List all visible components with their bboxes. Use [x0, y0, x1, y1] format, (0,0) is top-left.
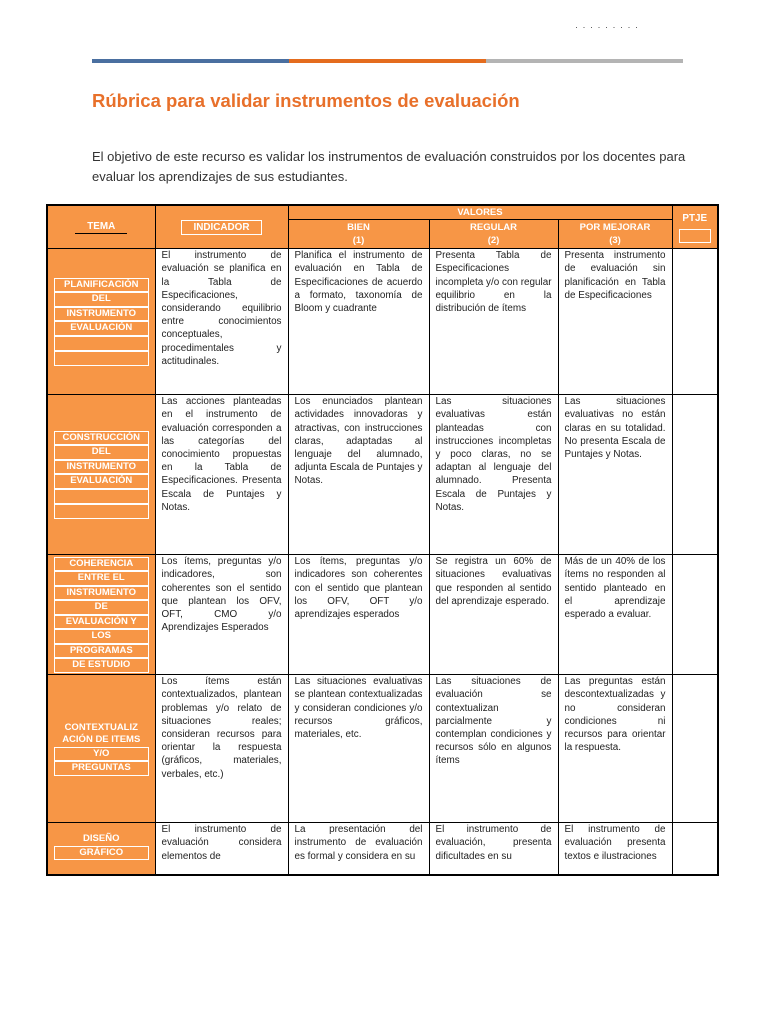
ptje-cell: [672, 249, 718, 395]
bien-cell: Los enunciados plantean actividades innovadoras y atractivas, con instrucciones claras, adaptadas al lenguaje del alumnado, adjunta Escala de Puntajes y Notas.: [288, 395, 429, 555]
table-row: [47, 675, 718, 823]
table-row: [47, 395, 718, 555]
bien-cell: Planifica el instrumento de evaluación en Tabla de Especificaciones de acuerdo a formato, taxonomía de Bloom y cuadrante: [288, 249, 429, 395]
header-regular: REGULAR (2): [429, 220, 558, 249]
por-mejorar-cell: Más de un 40% de los ítems no responden al sentido planteado en el aprendizaje esperado a evaluar.: [558, 555, 672, 675]
por-mejorar-cell: Las preguntas están descontextualizadas y no consideran condiciones ni recursos para orientar la respuesta.: [558, 675, 672, 823]
table-row: [47, 823, 718, 875]
indicador-cell: El instrumento de evaluación considera elementos de: [155, 823, 288, 875]
ptje-header-box: [679, 229, 711, 243]
por-mejorar-cell: El instrumento de evaluación presenta textos e ilustraciones: [558, 823, 672, 875]
bien-cell: La presentación del instrumento de evaluación es formal y considera en su: [288, 823, 429, 875]
header-color-rule: [92, 59, 683, 63]
regular-cell: Se registra un 60% de situaciones evaluativas que responden al sentido del aprendizaje esperado.: [429, 555, 558, 675]
bien-cell: Las situaciones evaluativas se plantean contextualizadas y consideran condiciones y/o recursos gráficos, materiales, etc.: [288, 675, 429, 823]
ptje-cell: [672, 555, 718, 675]
header-tema: TEMA: [47, 205, 155, 249]
ptje-cell: [672, 395, 718, 555]
regular-cell: Las situaciones de evaluación se contextualizan parcialmente y contemplan condiciones y recursos sólo en algunos ítems: [429, 675, 558, 823]
tema-cell: DISEÑO GRÁFICO: [47, 823, 155, 875]
rule-blue-segment: [92, 59, 289, 63]
page-title: Rúbrica para validar instrumentos de evaluación: [92, 90, 520, 111]
ptje-cell: [672, 675, 718, 823]
header-indicador: INDICADOR: [155, 205, 288, 249]
header-corner-mark: · · · · · · · · ·: [575, 22, 639, 32]
tema-cell: COHERENCIA ENTRE EL INSTRUMENTO DE EVALUACIÓN Y LOS PROGRAMAS DE ESTUDIO: [47, 555, 155, 675]
rubric-table: [46, 204, 719, 876]
indicador-cell: Los ítems están contextualizados, plantean problemas y/o relato de situaciones reales; consideran recursos para orientar la respuesta (gráficos, materiales, verbales, etc.): [155, 675, 288, 823]
ptje-cell: [672, 823, 718, 875]
header-por-mejorar: POR MEJORAR (3): [558, 220, 672, 249]
header-valores: VALORES: [288, 205, 672, 220]
bien-cell: Los ítems, preguntas y/o indicadores son coherentes con el sentido que plantean los OFV, OFT y/o aprendizajes esperados: [288, 555, 429, 675]
rule-gray-segment: [486, 59, 683, 63]
tema-cell: CONTEXTUALIZ ACIÓN DE ITEMS Y/O PREGUNTAS: [47, 675, 155, 823]
regular-cell: El instrumento de evaluación, presenta dificultades en su: [429, 823, 558, 875]
intro-paragraph: El objetivo de este recurso es validar los instrumentos de evaluación construidos por los docentes para evaluar los aprendizajes de sus estudiantes.: [92, 149, 686, 184]
por-mejorar-cell: Las situaciones evaluativas no están claras en su totalidad. No presenta Escala de Puntajes y Notas.: [558, 395, 672, 555]
tema-cell: PLANIFICACIÓN DEL INSTRUMENTO EVALUACIÓN: [47, 249, 155, 395]
tema-cell: CONSTRUCCIÓN DEL INSTRUMENTO EVALUACIÓN: [47, 395, 155, 555]
header-ptje: PTJE: [672, 205, 718, 249]
indicador-cell: El instrumento de evaluación se planifica en la Tabla de Especificaciones, considerando equilibrio entre conocimientos conceptuales, procedimentales y actitudinales.: [155, 249, 288, 395]
rule-orange-segment: [289, 59, 486, 63]
indicador-cell: Los ítems, preguntas y/o indicadores, son coherentes son el sentido que plantean los OFV, OFT, CMO y/o Aprendizajes Esperados: [155, 555, 288, 675]
regular-cell: Las situaciones evaluativas están planteadas con instrucciones incompletas y poco claras, no se adaptan al lenguaje del alumnado. Presenta Escala de Puntajes y Notas.: [429, 395, 558, 555]
por-mejorar-cell: Presenta instrumento de evaluación sin planificación en Tabla de Especificaciones: [558, 249, 672, 395]
header-bien: BIEN (1): [288, 220, 429, 249]
regular-cell: Presenta Tabla de Especificaciones incompleta y/o con regular equilibrio en la distribución de ítems: [429, 249, 558, 395]
table-row: [47, 555, 718, 675]
indicador-cell: Las acciones planteadas en el instrumento de evaluación corresponden a las categorías del conocimiento propuestas en la Tabla de Especificaciones. Presenta Escala de Puntajes y Notas.: [155, 395, 288, 555]
table-row: [47, 249, 718, 395]
